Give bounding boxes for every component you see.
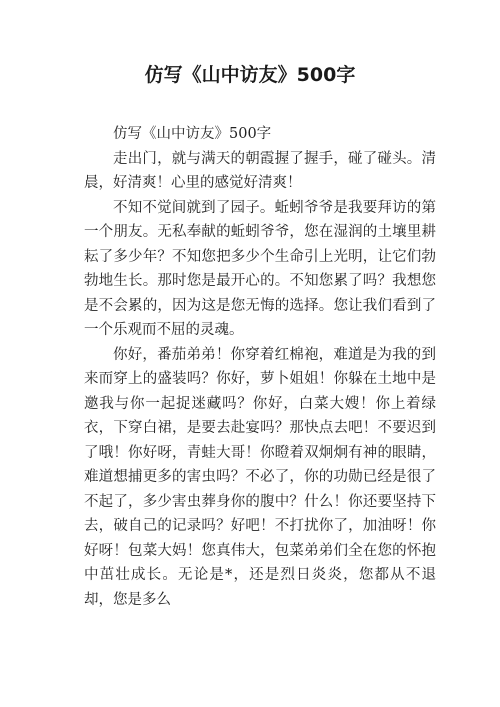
paragraph-3: 你好，番茄弟弟！你穿着红棉袍，难道是为我的到来而穿上的盛装吗？你好，萝卜姐姐！你躲在土地中是邀我与你一起捉迷藏吗？你好，白菜大嫂！你上着绿衣，下穿白裙，是要去赴宴吗？那快点去吧！不要迟到了哦！你好呀，青蛙大哥！你瞪着双炯炯有神的眼睛，难道想捕更多的害虫吗？不必了，你的功勋已经是很了不起了，多少害虫葬身你的腹中？什么！你还要坚持下去，破自己的记录吗？好吧！不打扰你了，加油呀！你好呀！包菜大妈！您真伟大，包菜弟弟们全在您的怀抱中茁壮成长。无论是*，还是烈日炎炎，您都从不退却，您是多么 <box>84 346 436 608</box>
paragraph-2: 不知不觉间就到了园子。蚯蚓爷爷是我要拜访的第一个朋友。无私奉献的蚯蚓爷爷，您在湿润的土壤里耕耘了多少年？不知您把多少个生命引上光明，让它们勃勃地生长。那时您是最开心的。不知您累了吗？我想您是不会累的，因为这是您无悔的选择。您让我们看到了一个乐观而不屈的灵魂。 <box>84 199 436 338</box>
document-subtitle: 仿写《山中访友》500字 <box>113 126 272 142</box>
paragraph-1: 走出门，就与满天的朝霞握了握手，碰了碰头。清晨，好清爽！心里的感觉好清爽！ <box>84 150 436 191</box>
document-title: 仿写《山中访友》500字 <box>144 64 356 86</box>
document-body <box>84 122 436 612</box>
